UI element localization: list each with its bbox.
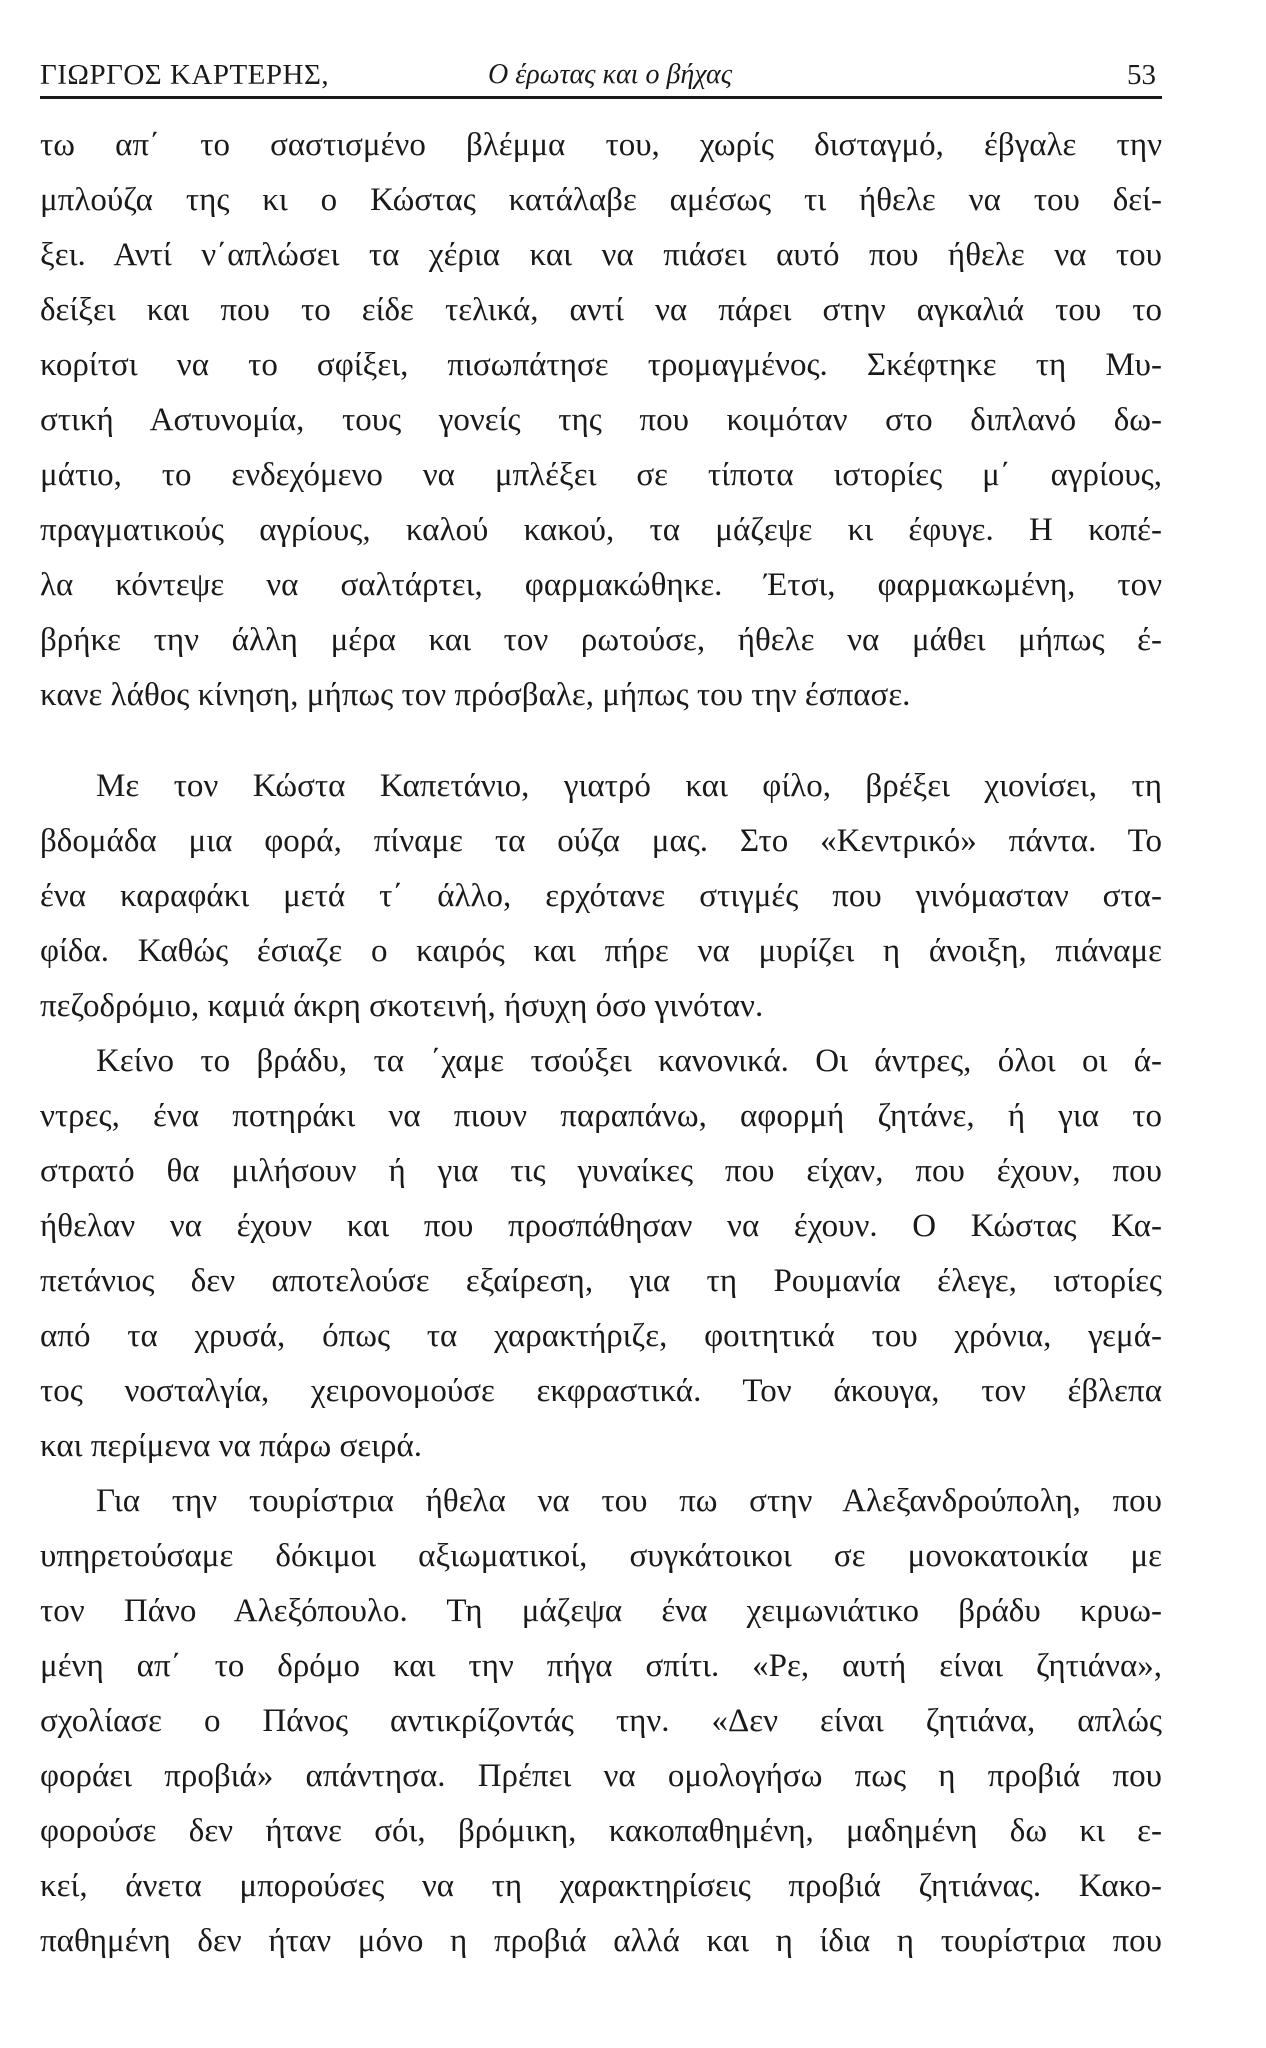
section-break — [40, 723, 1162, 759]
text-line: μένη απ΄ το δρόμο και την πήγα σπίτι. «Ρε, αυτή είναι ζητιάνα», — [40, 1648, 1162, 1684]
text-line: παθημένη δεν ήταν μόνο η προβιά αλλά και η ίδια η τουρίστρια που — [40, 1923, 1162, 1959]
text-line: και περίμενα να πάρω σειρά. — [40, 1428, 423, 1464]
text-line: ξει. Αντί ν΄απλώσει τα χέρια και να πιάσει αυτό που ήθελε να του — [40, 237, 1162, 273]
paragraph-2 — [40, 759, 1162, 1034]
text-line: βδομάδα μια φορά, πίναμε τα ούζα μας. Στο «Κεντρικό» πάντα. Το — [40, 823, 1162, 859]
header-title: Ο έρωτας και ο βήχας — [488, 59, 733, 90]
text-line: δείξει και που το είδε τελικά, αντί να πάρει στην αγκαλιά του το — [40, 292, 1162, 328]
text-line: υπηρετούσαμε δόκιμοι αξιωματικοί, συγκάτοικοι σε μονοκατοικία με — [40, 1538, 1162, 1574]
header-author: ΓΙΩΡΓΟΣ ΚΑΡΤΕΡΗΣ, — [40, 59, 330, 91]
text-line: τον Πάνο Αλεξόπουλο. Τη μάζεψα ένα χειμωνιάτικο βράδυ κρυω- — [40, 1593, 1162, 1629]
text-line: κανε λάθος κίνηση, μήπως τον πρόσβαλε, μήπως του την έσπασε. — [40, 677, 911, 713]
text-line: Με τον Κώστα Καπετάνιο, γιατρό και φίλο, βρέξει χιονίσει, τη — [96, 768, 1162, 804]
text-line: ένα καραφάκι μετά τ΄ άλλο, ερχότανε στιγμές που γινόμασταν στα- — [40, 878, 1162, 914]
text-line: μπλούζα της κι ο Κώστας κατάλαβε αμέσως τι ήθελε να του δεί- — [40, 182, 1162, 218]
text-line: λα κόντεψε να σαλτάρτει, φαρμακώθηκε. Έτσι, φαρμακωμένη, τον — [40, 567, 1162, 603]
text-line: ντρες, ένα ποτηράκι να πιουν παραπάνω, αφορμή ζητάνε, ή για το — [40, 1098, 1162, 1134]
page-number: 53 — [1127, 59, 1156, 91]
text-line: τω απ΄ το σαστισμένο βλέμμα του, χωρίς δισταγμό, έβγαλε την — [40, 127, 1162, 163]
paragraph-3 — [40, 1034, 1162, 1474]
text-line: φορούσε δεν ήτανε σόι, βρόμικη, κακοπαθημένη, μαδημένη δω κι ε- — [40, 1813, 1162, 1849]
text-line: τος νοσταλγία, χειρονομούσε εκφραστικά. Τον άκουγα, τον έβλεπα — [40, 1373, 1162, 1409]
text-line: σχολίασε ο Πάνος αντικρίζοντάς την. «Δεν είναι ζητιάνα, απλώς — [40, 1703, 1162, 1739]
text-line: Κείνο το βράδυ, τα ΄χαμε τσούξει κανονικά. Οι άντρες, όλοι οι ά- — [96, 1043, 1162, 1079]
text-line: βρήκε την άλλη μέρα και τον ρωτούσε, ήθελε να μάθει μήπως έ- — [40, 622, 1162, 658]
text-line: φοράει προβιά» απάντησα. Πρέπει να ομολογήσω πως η προβιά που — [40, 1758, 1162, 1794]
text-line: Για την τουρίστρια ήθελα να του πω στην Αλεξανδρούπολη, που — [96, 1483, 1162, 1519]
text-line: κεί, άνετα μπορούσες να τη χαρακτηρίσεις προβιά ζητιάνας. Κακο- — [40, 1868, 1162, 1904]
text-line: στική Αστυνομία, τους γονείς της που κοιμόταν στο διπλανό δω- — [40, 402, 1162, 438]
text-line: μάτιο, το ενδεχόμενο να μπλέξει σε τίποτα ιστορίες μ΄ αγρίους, — [40, 457, 1162, 493]
text-line: πεζοδρόμιο, καμιά άκρη σκοτεινή, ήσυχη όσο γινόταν. — [40, 988, 764, 1024]
paragraph-1 — [40, 118, 1162, 723]
running-header — [40, 56, 1162, 99]
text-line: ήθελαν να έχουν και που προσπάθησαν να έχουν. Ο Κώστας Κα- — [40, 1208, 1162, 1244]
body-text — [40, 118, 1162, 1969]
paragraph-4 — [40, 1474, 1162, 1969]
text-line: από τα χρυσά, όπως τα χαρακτήριζε, φοιτητικά του χρόνια, γεμά- — [40, 1318, 1162, 1354]
text-line: φίδα. Καθώς έσιαζε ο καιρός και πήρε να μυρίζει η άνοιξη, πιάναμε — [40, 933, 1162, 969]
text-line: στρατό θα μιλήσουν ή για τις γυναίκες που είχαν, που έχουν, που — [40, 1153, 1162, 1189]
text-line: πραγματικούς αγρίους, καλού κακού, τα μάζεψε κι έφυγε. Η κοπέ- — [40, 512, 1162, 548]
text-line: κορίτσι να το σφίξει, πισωπάτησε τρομαγμένος. Σκέφτηκε τη Μυ- — [40, 347, 1162, 383]
text-line: πετάνιος δεν αποτελούσε εξαίρεση, για τη Ρουμανία έλεγε, ιστορίες — [40, 1263, 1162, 1299]
